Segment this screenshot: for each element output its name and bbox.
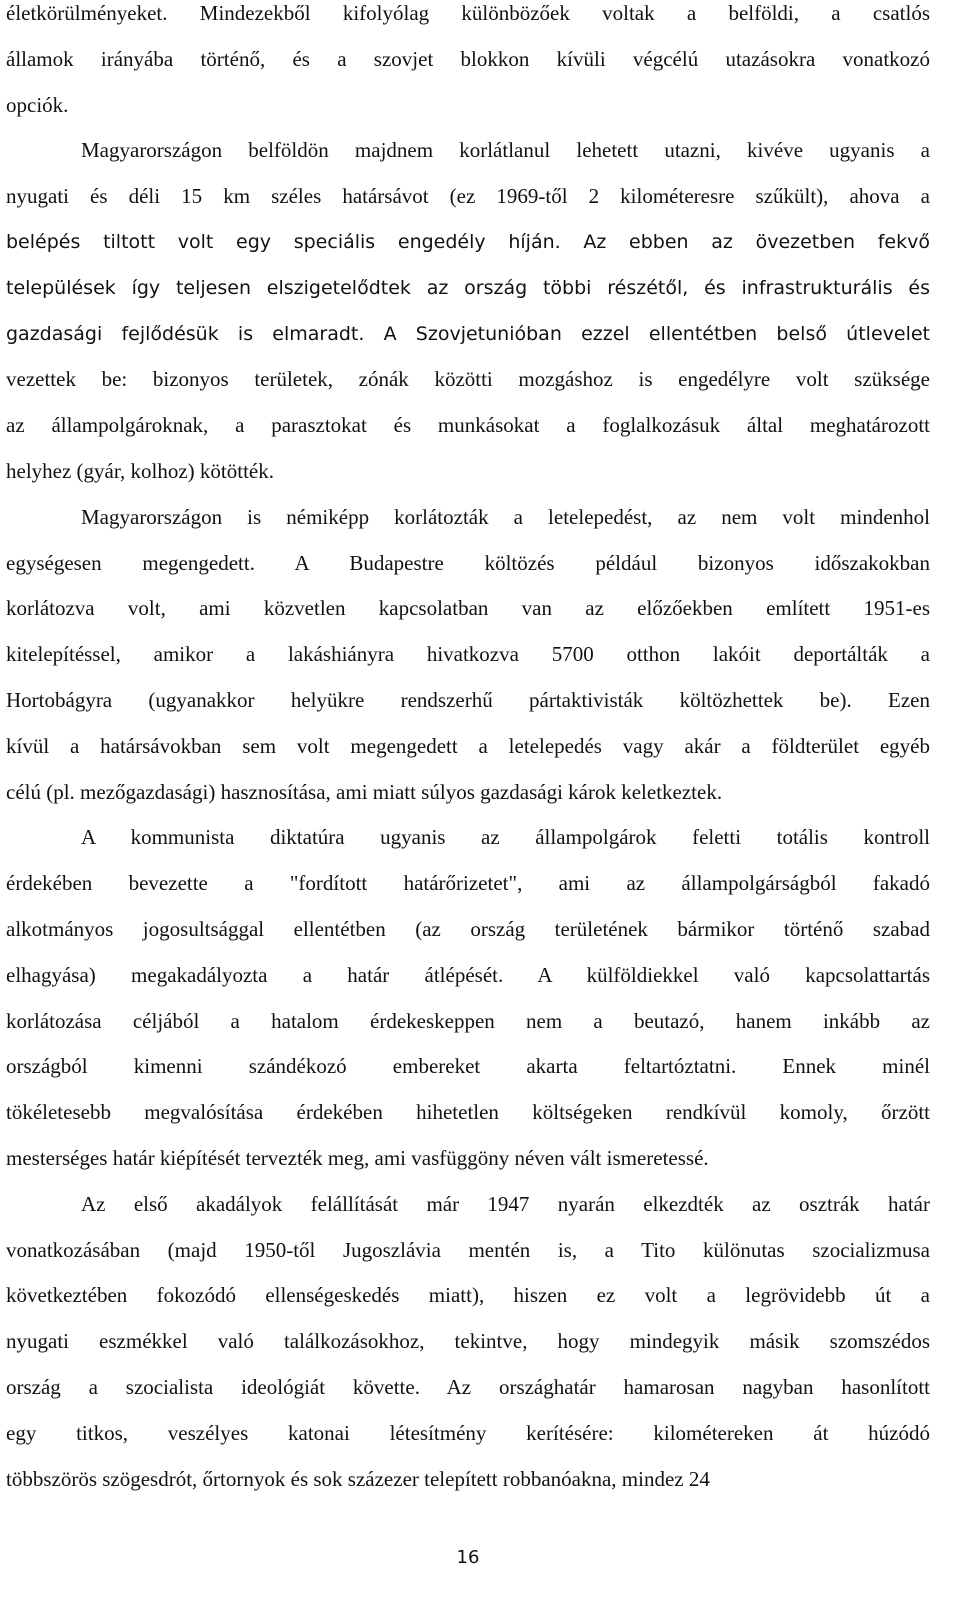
text-line: elhagyása) megakadályozta a határ átlépését. A külföldiekkel való kapcsolattartás: [6, 962, 930, 987]
text-line: helyhez (gyár, kolhoz) kötötték.: [6, 458, 274, 483]
text-line: Magyarországon belföldön majdnem korlátlanul lehetett utazni, kivéve ugyanis a: [81, 138, 930, 163]
body-text: [6, 0, 930, 1502]
text-line: belépés tiltott volt egy speciális engedély híján. Az ebben az övezetben fekvő: [6, 230, 930, 253]
text-line: célú (pl. mezőgazdasági) hasznosítása, ami miatt súlyos gazdasági károk keletkeztek.: [6, 779, 723, 804]
page-number: 16: [456, 1547, 480, 1568]
paragraph: [6, 0, 930, 128]
text-line: következtében fokozódó ellenségeskedés miatt), hiszen ez volt a legrövidebb út a: [6, 1283, 930, 1308]
text-line: Az első akadályok felállítását már 1947 nyarán elkezdték az osztrák határ: [81, 1191, 930, 1216]
text-line: tökéletesebb megvalósítása érdekében hihetetlen költségeken rendkívül komoly, őrzött: [6, 1100, 930, 1125]
text-line: gazdasági fejlődésük is elmaradt. A Szovjetunióban ezzel ellentétben belső útlevelet: [6, 322, 930, 345]
text-line: az állampolgároknak, a parasztokat és munkásokat a foglalkozásuk által meghatározott: [6, 413, 930, 438]
text-line: A kommunista diktatúra ugyanis az állampolgárok feletti totális kontroll: [81, 825, 930, 850]
text-line: korlátozva volt, ami közvetlen kapcsolatban van az előzőekben említett 1951-es: [6, 596, 930, 621]
text-line: érdekében bevezette a "fordított határőrizetet", ami az állampolgárságból fakadó: [6, 871, 930, 896]
paragraph: [6, 128, 930, 494]
paragraph: [6, 815, 930, 1181]
text-line: egy titkos, veszélyes katonai létesítmény kerítésére: kilométereken át húzódó: [6, 1420, 930, 1445]
text-line: vezettek be: bizonyos területek, zónák közötti mozgáshoz is engedélyre volt szüksége: [6, 367, 930, 392]
text-line: kívül a határsávokban sem volt megengedett a letelepedés vagy akár a földterület egyéb: [6, 733, 930, 758]
text-line: többszörös szögesdrót, őrtornyok és sok százezer telepített robbanóakna, mindez 24: [6, 1466, 710, 1491]
text-line: opciók.: [6, 92, 69, 117]
paragraph: [6, 1182, 930, 1503]
paragraph: [6, 495, 930, 816]
text-line: mesterséges határ kiépítését tervezték meg, ami vasfüggöny néven vált ismeretessé.: [6, 1145, 709, 1170]
text-line: Hortobágyra (ugyanakkor helyükre rendszerhű pártaktivisták költözhettek be). Ezen: [6, 687, 930, 712]
text-line: nyugati és déli 15 km széles határsávot (ez 1969-től 2 kilométeresre szűkült), ahova a: [6, 184, 930, 209]
text-line: kitelepítéssel, amikor a lakáshiányra hivatkozva 5700 otthon lakóit deportálták a: [6, 642, 930, 667]
text-line: államok irányába történő, és a szovjet blokkon kívüli végcélú utazásokra vonatkozó: [6, 46, 930, 71]
text-line: korlátozása céljából a hatalom érdekeskeppen nem a beutazó, hanem inkább az: [6, 1008, 930, 1033]
text-line: települések így teljesen elszigetelődtek az ország többi részétől, és infrastrukturális és: [6, 276, 930, 299]
text-line: országból kimenni szándékozó embereket akarta feltartóztatni. Ennek minél: [6, 1054, 930, 1079]
text-line: Magyarországon is némiképp korlátozták a letelepedést, az nem volt mindenhol: [81, 504, 930, 529]
text-line: vonatkozásában (majd 1950-től Jugoszlávia mentén is, a Tito különutas szocializmusa: [6, 1237, 930, 1262]
text-line: életkörülményeket. Mindezekből kifolyólag különbözőek voltak a belföldi, a csatlós: [6, 1, 930, 25]
text-line: nyugati eszmékkel való találkozásokhoz, tekintve, hogy mindegyik másik szomszédos: [6, 1329, 930, 1354]
text-line: egységesen megengedett. A Budapestre költözés például bizonyos időszakokban: [6, 550, 930, 575]
text-line: alkotmányos jogosultsággal ellentétben (az ország területének bármikor történő szabad: [6, 916, 930, 941]
text-line: ország a szocialista ideológiát követte. Az országhatár hamarosan nagyban hasonlított: [6, 1374, 930, 1399]
